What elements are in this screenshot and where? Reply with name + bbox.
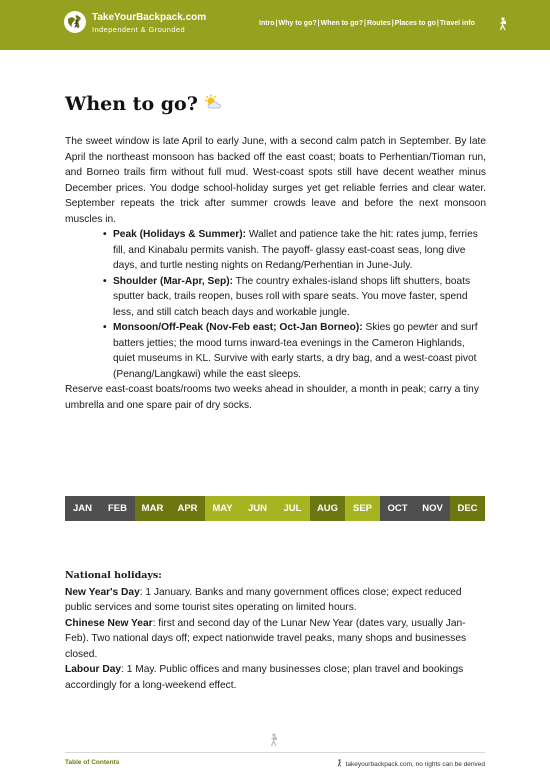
nav-separator: | (436, 20, 439, 27)
national-holidays-section (65, 568, 486, 693)
season-label: Peak (Holidays & Summer): (113, 229, 247, 240)
footer-divider (65, 752, 485, 753)
nav-separator: | (317, 20, 320, 27)
nav-separator: | (275, 20, 278, 27)
nav-link-places-to-go[interactable]: Places to go (394, 20, 436, 27)
month-sep: SEP (345, 496, 380, 521)
nav-link-why-to-go[interactable]: Why to go? (278, 20, 317, 27)
holiday-name: Chinese New Year (65, 617, 153, 629)
holiday-text: : 1 January. Banks and many government offices close; expect reduced public services and some tourist sites operating on limited hours. (65, 586, 462, 613)
season-text: Wallet and patience take the hit: rates jump, ferries fill, and Kinabalu permits vanish. The payoff- glassy east-coast seas, long dive days, and turtle nesting nights on Redang/Perhentian in June-July. (113, 229, 478, 271)
month-jan: JAN (65, 496, 100, 521)
brand-tagline: Independent & Grounded (92, 25, 186, 34)
month-feb: FEB (100, 496, 135, 521)
season-text: Skies go pewter and surf batters jetties; the mood turns inward-tea evenings in the Cameron Highlands, quiet museums in KL. Survive with early starts, a dry bag, and a west-coast pivot (Penang/Langkawi) while the east sleeps. (113, 322, 478, 380)
season-list (103, 227, 486, 382)
sun-behind-cloud-icon (204, 93, 224, 115)
season-text: The country exhales-island shops lift shutters, boats sputter back, trails reopen, buses roll with spare seats. You move faster, spend less, and still catch beach days and workable jungle. (113, 275, 471, 318)
globe-logo-icon[interactable] (64, 11, 86, 33)
season-label: Shoulder (Mar-Apr, Sep): (113, 275, 233, 287)
month-season-bar (65, 496, 485, 521)
month-may: MAY (205, 496, 240, 521)
holiday-item-new-year (65, 585, 486, 616)
nav-separator: | (391, 20, 394, 27)
nav-separator: | (364, 20, 366, 27)
nav-link-travel-info[interactable]: Travel info (439, 20, 475, 27)
holiday-item-chinese-new-year (65, 616, 486, 663)
month-apr: APR (170, 496, 205, 521)
top-navigation (259, 20, 475, 27)
month-oct: OCT (380, 496, 415, 521)
outro-paragraph: Reserve east-coast boats/rooms two weeks ahead in shoulder, a month in peak; carry a tiny umbrella and one spare pair of dry socks. (65, 384, 479, 411)
page-title-text: When to go? (65, 93, 198, 115)
hiker-icon (336, 759, 343, 769)
intro-paragraph: The sweet window is late April to early June, with a second calm patch in September. By late April the northeast monsoon has backed off the east coast; boats to Perhentian/Tioman run, and Borneo trails firm without full mud. West-coast spots still have decent weather minus December prices. You dodge school-holiday surges yet get reliable ferries and clear water. September repeats the trick after summer crowds leave and before the next monsoon muscles in. (65, 136, 486, 225)
page-title (65, 93, 224, 115)
holiday-text: : first and second day of the Lunar New Year (dates vary, usually Jan-Feb). Two national days off; expect nationwide travel peaks, many shops and businesses closed. (65, 617, 467, 660)
page-header (0, 0, 550, 50)
season-item-shoulder (103, 274, 486, 321)
holiday-name: New Year's Day (65, 586, 140, 598)
hiker-icon (497, 17, 509, 36)
month-jun: JUN (240, 496, 275, 521)
season-item-monsoon (103, 320, 486, 382)
when-to-go-content (65, 134, 486, 413)
holiday-text: : 1 May. Public offices and many businesses close; plan travel and bookings accordingly for a long-weekend effect. (65, 664, 464, 691)
month-mar: MAR (135, 496, 170, 521)
copyright-notice (336, 759, 485, 769)
month-dec: DEC (450, 496, 485, 521)
nav-link-intro[interactable]: Intro (259, 20, 275, 27)
nav-link-routes[interactable]: Routes (366, 20, 391, 27)
month-jul: JUL (275, 496, 310, 521)
nav-link-when-to-go[interactable]: When to go? (320, 20, 363, 27)
season-label: Monsoon/Off-Peak (Nov-Feb east; Oct-Jan Borneo): (113, 322, 363, 333)
holiday-name: Labour Day (65, 664, 122, 675)
copyright-text: takeyourbackpack.com, no rights can be derived (345, 760, 485, 768)
holiday-item-labour-day (65, 662, 486, 693)
holidays-heading: National holidays: (65, 570, 162, 581)
season-item-peak (103, 227, 486, 274)
table-of-contents-link[interactable]: Table of Contents (65, 759, 120, 766)
hiker-icon (268, 733, 280, 752)
month-nov: NOV (415, 496, 450, 521)
brand-name[interactable]: TakeYourBackpack.com (92, 12, 207, 23)
month-aug: AUG (310, 496, 345, 521)
